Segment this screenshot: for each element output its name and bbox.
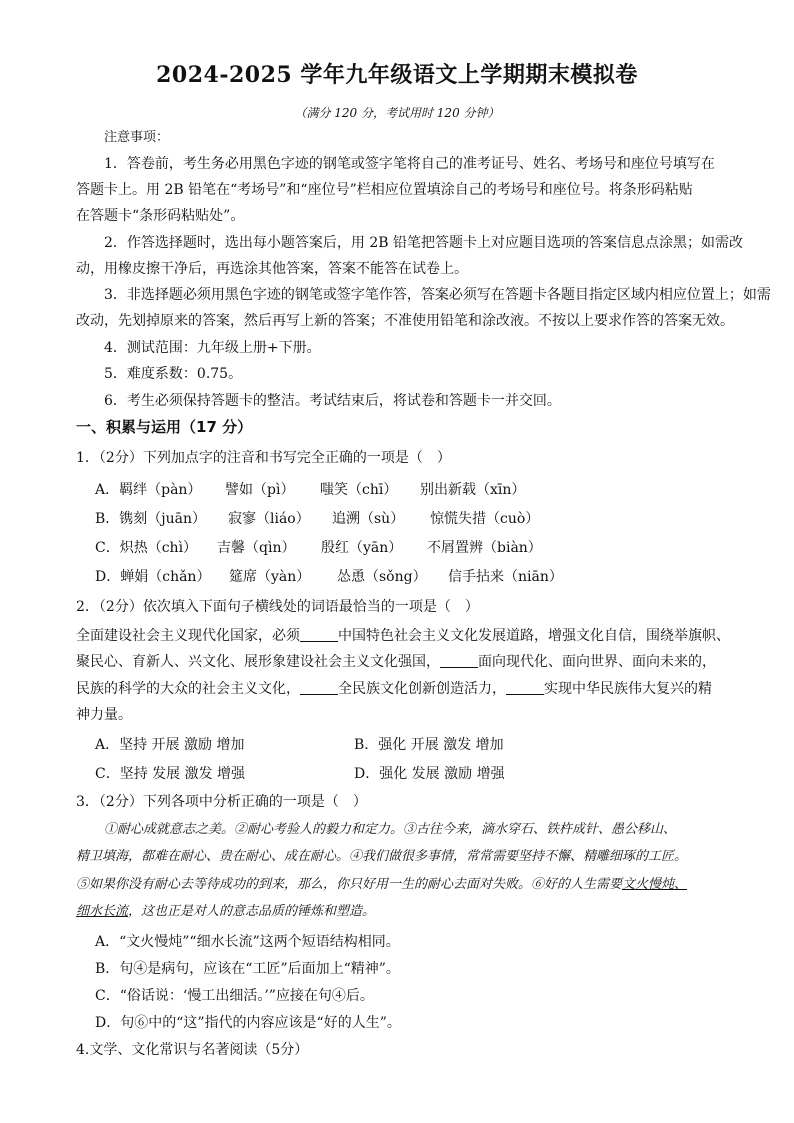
q3-option-a: A．“文火慢炖”“细水长流”这两个短语结构相同。	[95, 934, 400, 950]
notice-line: 6．考生必须保持答题卡的整洁。考试结束后，将试卷和答题卡一并交回。	[104, 393, 561, 409]
q1-option-a-4: 别出新载（xīn）	[420, 482, 526, 498]
q2-text: 民族的科学的大众的社会主义文化，	[76, 681, 300, 697]
q2-text: 全面建设社会主义现代化国家，必须	[76, 628, 300, 644]
q1-option-a-1: A．羁绊（pàn）	[95, 482, 202, 498]
q3-option-d: D．句⑥中的“这”指代的内容应该是“好的人生”。	[95, 1015, 401, 1031]
q1-option-b-2: 寂寥（liáo）	[228, 511, 310, 527]
notice-line: 答题卡上。用 2B 铅笔在“考场号”和“座位号”栏相应位置填涂自己的考场号和座位号。将条形码粘贴	[76, 182, 693, 198]
q2-option-d: D．强化 发展 激励 增强	[354, 766, 505, 782]
q2-text: 中国特色社会主义文化发展道路，增强文化自信，围绕举旗帜、	[338, 628, 730, 644]
q3-passage-line	[76, 902, 375, 922]
q1-option-c-1: C．炽热（chì）	[95, 540, 198, 556]
notice-line: 3．非选择题必须用黑色字迹的钢笔或签字笔作答，答案必须写在答题卡各题目指定区域内相应位置上；如需	[104, 287, 771, 303]
q2-text: 面向现代化、面向世界、面向未来的，	[478, 654, 716, 670]
fill-blank	[506, 680, 544, 695]
fill-blank	[300, 680, 338, 695]
q1-option-c-2: 吉馨（qìn）	[217, 540, 296, 556]
notice-line: 5．难度系数：0.75。	[104, 366, 243, 382]
fill-blank	[300, 627, 338, 642]
q2-option-b: B．强化 开展 激发 增加	[354, 737, 504, 753]
notice-line: 4．测试范围：九年级上册+下册。	[104, 340, 321, 356]
section-heading: 一、积累与运用（17 分）	[76, 418, 253, 436]
q3-option-b: B．句④是病句，应该在“工匠”后面加上“精神”。	[95, 961, 400, 977]
q2-option-c: C．坚持 发展 激发 增强	[95, 766, 246, 782]
question-1-stem: 1．（2分）下列加点字的注音和书写完全正确的一项是（ ）	[76, 450, 451, 466]
q2-text: 全民族文化创新创造活力，	[338, 681, 506, 697]
notice-line: 在答题卡“条形码粘贴处”。	[76, 208, 245, 224]
exam-subtitle: （满分 120 分，考试用时 120 分钟）	[294, 106, 500, 120]
q1-option-a-3: 嗤笑（chī）	[320, 482, 398, 498]
question-4-stem: 4.文学、文化常识与名著阅读（5分）	[76, 1042, 309, 1058]
question-3-stem: 3．（2分）下列各项中分析正确的一项是（ ）	[76, 794, 367, 810]
notice-line: 2．作答选择题时，选出每小题答案后，用 2B 铅笔把答题卡上对应题目选项的答案信息点涂黑；如需改	[104, 235, 744, 251]
q1-option-b-3: 追溯（sù）	[332, 511, 405, 527]
q2-passage-line	[76, 679, 712, 699]
notice-line: 改动，先划掉原来的答案，然后再写上新的答案；不准使用铅笔和涂改液。不按以上要求作答的答案无效。	[76, 313, 734, 329]
q2-passage-line	[76, 652, 716, 672]
q3-option-c: C．“俗话说：‘慢工出细活。’”应接在句④后。	[95, 988, 374, 1004]
q1-option-d-4: 信手拈来（niān）	[448, 569, 563, 585]
notice-heading: 注意事项：	[104, 130, 170, 145]
q1-option-c-4: 不屑置辨（biàn）	[427, 540, 542, 556]
q2-text: 实现中华民族伟大复兴的精	[544, 681, 712, 697]
fill-blank	[440, 653, 478, 668]
q1-option-b-1: B．镌刻（juān）	[95, 511, 207, 527]
q1-option-a-2: 譬如（pì）	[225, 482, 295, 498]
question-2-stem: 2．（2分）依次填入下面句子横线处的词语最恰当的一项是（ ）	[76, 599, 479, 615]
q2-passage-line: 神力量。	[76, 707, 132, 723]
q1-option-d-2: 筵席（yàn）	[229, 569, 311, 585]
q1-option-b-4: 惊慌失措（cuò）	[430, 511, 540, 527]
q3-text: ⑤如果你没有耐心去等待成功的到来，那么，你只好用一生的耐心去面对失败。⑥好的人生需要	[76, 877, 623, 892]
q3-passage-line	[76, 875, 687, 895]
q1-option-d-1: D．蝉娟（chǎn）	[95, 569, 211, 585]
q3-underlined-text: 文火慢炖、	[622, 877, 688, 892]
q2-text: 聚民心、育新人、兴文化、展形象建设社会主义文化强国，	[76, 654, 440, 670]
q2-passage-line	[76, 626, 730, 646]
q3-passage-line: ①耐心成就意志之美。②耐心考验人的毅力和定力。③古往今来，滴水穿石、铁杵成针、愚公移山、	[104, 822, 677, 837]
notice-line: 1．答卷前，考生务必用黑色字迹的钢笔或签字笔将自己的准考证号、姓名、考场号和座位号填写在	[104, 156, 715, 172]
q3-passage-line: 精卫填海，都难在耐心、贵在耐心、成在耐心。④我们做很多事情，常常需要坚持不懈、精雕细琢的工匠。	[76, 849, 688, 864]
q3-text: ，这也正是对人的意志品质的锤炼和塑造。	[128, 904, 376, 919]
q1-option-d-3: 怂恿（sǒng）	[337, 569, 427, 585]
q1-option-c-3: 殷红（yān）	[321, 540, 403, 556]
q2-option-a: A．坚持 开展 激励 增加	[95, 737, 245, 753]
exam-title: 2024-2025 学年九年级语文上学期期末模拟卷	[156, 62, 638, 88]
notice-line: 动，用橡皮擦干净后，再选涂其他答案，答案不能答在试卷上。	[76, 261, 468, 277]
q3-underlined-text: 细水长流	[76, 904, 129, 919]
